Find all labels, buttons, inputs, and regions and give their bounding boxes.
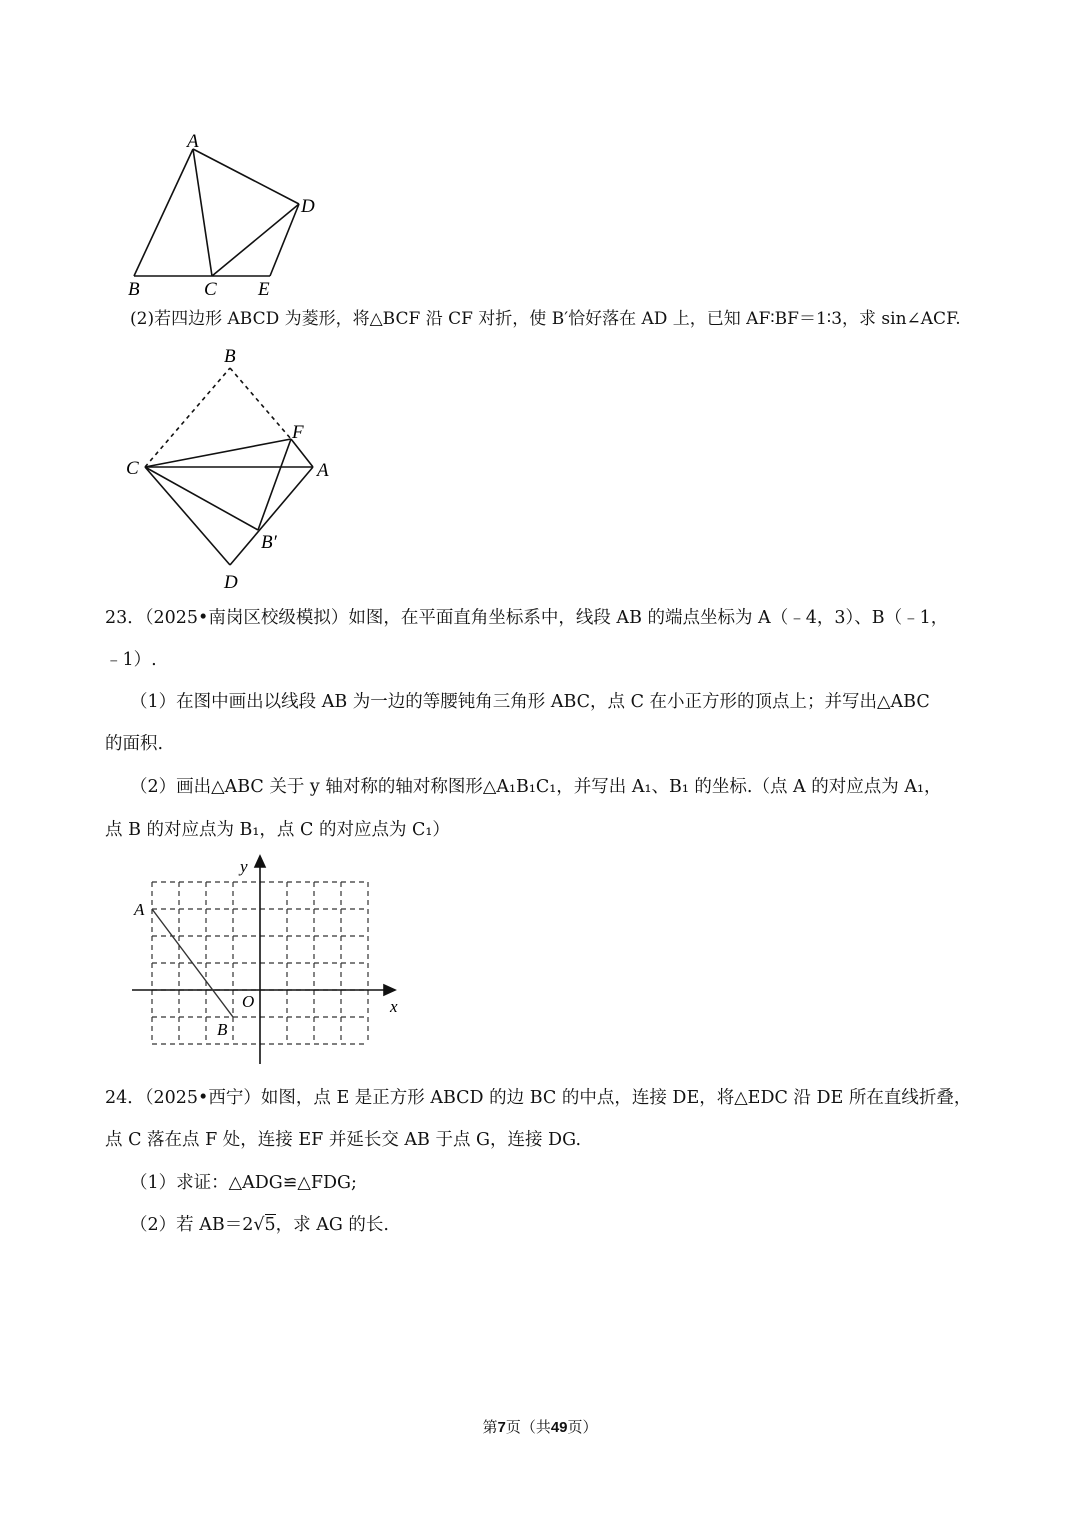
q23-line-2: ﹣1）.: [105, 650, 157, 670]
figure-2: [120, 340, 350, 595]
q22-part2-text: (2)若四边形 ABCD 为菱形，将△BCF 沿 CF 对折，使 B′恰好落在 AD 上，已知 AF∶BF＝1∶3，求 sin∠ACF.: [130, 309, 961, 329]
footer-middle: 页（共: [505, 1418, 551, 1436]
q23-line-1: 23．（2025•南岗区校级模拟）如图，在平面直角坐标系中，线段 AB 的端点坐标为 A（﹣4，3）、B（﹣1，: [105, 608, 949, 628]
q23-part1-line-1: （1）在图中画出以线段 AB 为一边的等腰钝角三角形 ABC，点 C 在小正方形的顶点上；并写出△ABC: [130, 692, 930, 712]
fig3-label-x: x: [390, 997, 398, 1016]
fig3-label-y: y: [240, 857, 248, 876]
figure-2-drawing: [120, 340, 350, 595]
fig1-label-d: D: [301, 196, 315, 217]
q24-part2: [130, 1213, 389, 1237]
fig1-label-c: C: [204, 279, 217, 300]
fig3-label-b: B: [217, 1020, 228, 1039]
page-footer: [0, 1416, 1080, 1437]
figure-3: [125, 850, 415, 1070]
fig2-label-b-prime: B′: [261, 532, 277, 553]
q24-part2-radicand: 5: [264, 1215, 276, 1235]
fig2-label-a: A: [317, 460, 329, 481]
y-axis-arrow: [255, 856, 265, 867]
q24-part2-suffix: ，求 AG 的长.: [275, 1215, 389, 1235]
fig2-label-b: B: [224, 346, 236, 367]
x-axis-arrow: [384, 985, 395, 995]
sqrt-symbol: √: [253, 1215, 265, 1235]
fig2-label-f: F: [292, 422, 304, 443]
q23-part2-line-1: （2）画出△ABC 关于 y 轴对称的轴对称图形△A₁B₁C₁，并写出 A₁、B₁ 的坐标.（点 A 的对应点为 A₁，: [130, 777, 942, 797]
figure-1: [120, 125, 340, 305]
fig1-label-e: E: [258, 279, 270, 300]
figure-1-drawing: [120, 125, 340, 305]
footer-total-pages: 49: [550, 1419, 568, 1436]
fig1-label-b: B: [128, 279, 140, 300]
fig2-label-c: C: [126, 458, 139, 479]
q24-line-2: 点 C 落在点 F 处，连接 EF 并延长交 AB 于点 G，连接 DG.: [105, 1130, 582, 1150]
q23-part2-line-2: 点 B 的对应点为 B₁，点 C 的对应点为 C₁）: [105, 820, 450, 840]
fig1-label-a: A: [187, 131, 199, 152]
footer-suffix: 页）: [567, 1418, 598, 1436]
fig3-label-o: O: [242, 992, 255, 1011]
fig2-label-d: D: [224, 572, 238, 593]
q24-part2-prefix: （2）若 AB＝2: [130, 1215, 254, 1235]
footer-page-number: 7: [497, 1419, 506, 1436]
q23-part1-line-2: 的面积.: [105, 734, 164, 754]
figure-3-drawing: [125, 850, 415, 1070]
fig3-label-a: A: [134, 900, 145, 919]
footer-prefix: 第: [482, 1418, 498, 1436]
q24-part1: （1）求证：△ADG≌△FDG;: [130, 1173, 357, 1193]
q24-line-1: 24．（2025•西宁）如图，点 E 是正方形 ABCD 的边 BC 的中点，连接 DE，将△EDC 沿 DE 所在直线折叠，: [105, 1088, 972, 1108]
